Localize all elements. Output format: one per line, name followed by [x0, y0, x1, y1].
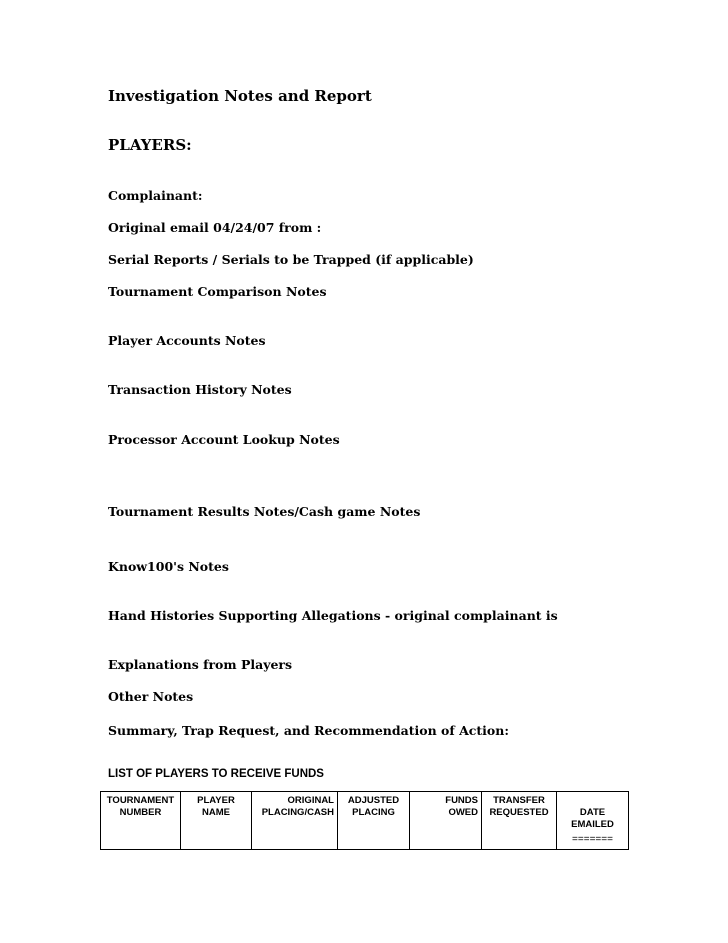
header-adjusted-placing: ADJUSTED PLACING [338, 792, 410, 850]
section-transaction-history: Transaction History Notes [108, 382, 292, 397]
report-title: Investigation Notes and Report [108, 87, 372, 105]
header-player-name: PLAYER NAME [181, 792, 252, 850]
section-tournament-results: Tournament Results Notes/Cash game Notes [108, 504, 421, 519]
section-complainant: Complainant: [108, 188, 203, 203]
section-original-email: Original email 04/24/07 from : [108, 220, 322, 235]
section-hand-histories: Hand Histories Supporting Allegations - original complainant is [108, 608, 558, 623]
date-underline-mark: ======= [572, 834, 613, 845]
funds-table-header-row [101, 792, 629, 850]
funds-table [100, 791, 629, 850]
header-transfer-requested: TRANSFER REQUESTED [482, 792, 557, 850]
section-serial-reports: Serial Reports / Serials to be Trapped (if applicable) [108, 252, 474, 267]
section-processor-account: Processor Account Lookup Notes [108, 432, 340, 447]
header-tournament-number: TOURNAMENT NUMBER [101, 792, 181, 850]
funds-table-title: LIST OF PLAYERS TO RECEIVE FUNDS [108, 768, 324, 780]
section-tournament-comparison: Tournament Comparison Notes [108, 284, 327, 299]
header-original-placing: ORIGINAL PLACING/CASH [252, 792, 338, 850]
header-date-emailed: DATE EMAILED [571, 807, 614, 830]
section-know100: Know100's Notes [108, 559, 229, 574]
section-explanations: Explanations from Players [108, 657, 293, 672]
players-heading: PLAYERS: [108, 136, 192, 154]
header-date-emailed-cell [557, 792, 629, 850]
section-other-notes: Other Notes [108, 689, 194, 704]
section-player-accounts: Player Accounts Notes [108, 333, 266, 348]
section-summary: Summary, Trap Request, and Recommendation of Action: [108, 723, 509, 738]
header-funds-owed: FUNDS OWED [410, 792, 482, 850]
